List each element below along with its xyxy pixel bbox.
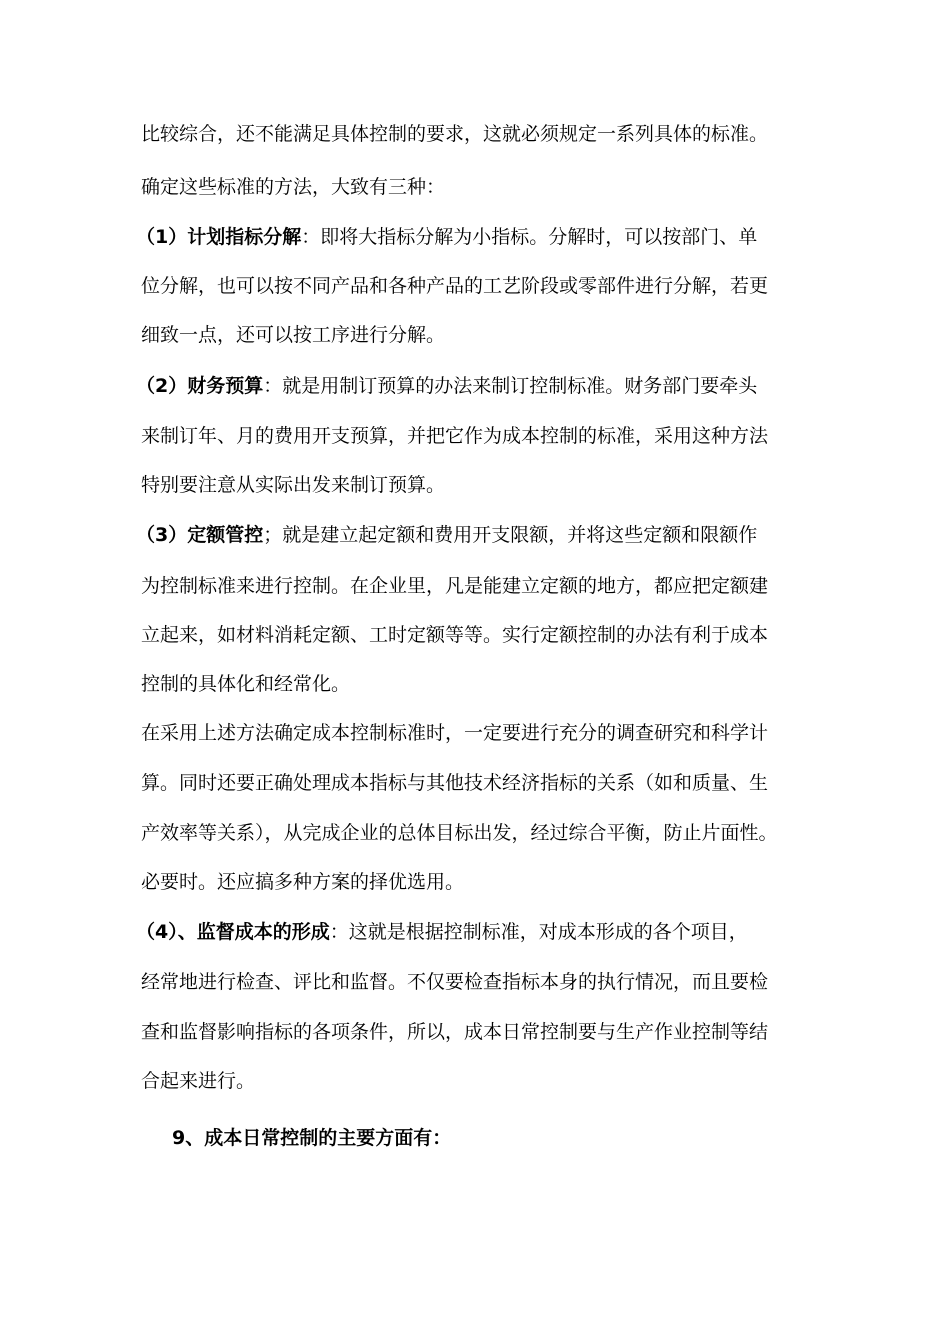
paragraph-line: 确定这些标准的方法，大致有三种： [141,176,446,198]
paragraph-line: 在采用上述方法确定成本控制标准时，一定要进行充分的调查研究和科学计 [141,722,769,744]
paragraph-line: 立起来，如材料消耗定额、工时定额等等。实行定额控制的办法有利于成本 [141,624,769,646]
method-2-title: （2）财务预算 [136,375,264,397]
paragraph-line: 经常地进行检查、评比和监督。不仅要检查指标本身的执行情况，而且要检 [141,971,769,993]
paragraph-line: 控制的具体化和经常化。 [141,673,351,695]
method-4-title: （4）、监督成本的形成 [136,921,330,943]
paragraph-line: 来制订年、月的费用开支预算，并把它作为成本控制的标准，采用这种方法 [141,425,769,447]
paragraph-line: 细致一点，还可以按工序进行分解。 [141,324,446,346]
method-4-line: （4）、监督成本的形成：这就是根据控制标准，对成本形成的各个项目， [136,921,748,943]
paragraph-line: 算。同时还要正确处理成本指标与其他技术经济指标的关系（如和质量、生 [141,772,769,794]
paragraph-line: 特别要注意从实际出发来制订预算。 [141,474,446,496]
paragraph-line: 位分解，也可以按不同产品和各种产品的工艺阶段或零部件进行分解，若更 [141,275,769,297]
paragraph-line: 必要时。还应搞多种方案的择优选用。 [141,871,465,893]
paragraph-line: 合起来进行。 [141,1070,256,1092]
paragraph-line: 比较综合，还不能满足具体控制的要求，这就必须规定一系列具体的标准。 [141,123,769,145]
method-2-line: （2）财务预算：就是用制订预算的办法来制订控制标准。财务部门要牵头 [136,375,758,397]
section-heading: 9、成本日常控制的主要方面有： [172,1127,452,1149]
method-3-line: （3）定额管控；就是建立起定额和费用开支限额，并将这些定额和限额作 [136,524,758,546]
paragraph-line: 为控制标准来进行控制。在企业里，凡是能建立定额的地方，都应把定额建 [141,575,769,597]
method-1-title: （1）计划指标分解 [136,226,302,248]
method-1-line: （1）计划指标分解：即将大指标分解为小指标。分解时，可以按部门、单 [136,226,758,248]
method-3-title: （3）定额管控 [136,524,264,546]
paragraph-line: 查和监督影响指标的各项条件，所以，成本日常控制要与生产作业控制等结 [141,1021,769,1043]
paragraph-line: 产效率等关系），从完成企业的总体目标出发，经过综合平衡，防止片面性。 [141,822,778,844]
